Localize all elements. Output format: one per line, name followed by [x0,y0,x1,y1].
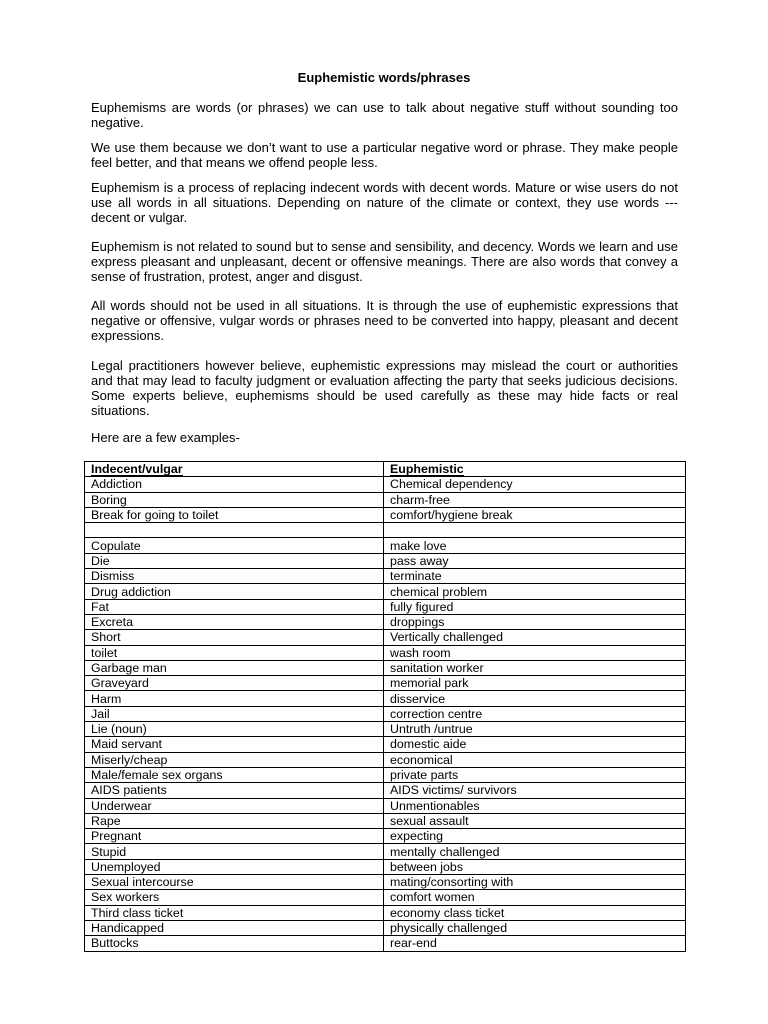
table-row [85,538,686,553]
indecent-term-cell: Maid servant [85,737,384,752]
table-row [85,875,686,890]
indecent-term-cell: Harm [85,691,384,706]
indecent-term-cell: Rape [85,813,384,828]
table-row [85,676,686,691]
document-title: Euphemistic words/phrases [297,70,471,85]
table-row [85,553,686,568]
euphemism-cell: economical [384,752,686,767]
euphemism-cell: terminate [384,569,686,584]
header-indecent [85,462,384,477]
table-row [85,584,686,599]
table-row [85,691,686,706]
indecent-term-cell: Fat [85,599,384,614]
indecent-term-cell: Underwear [85,798,384,813]
indecent-term-cell: Sex workers [85,890,384,905]
table-row [85,737,686,752]
euphemism-cell: Chemical dependency [384,477,686,492]
euphemism-cell: make love [384,538,686,553]
euphemism-cell: expecting [384,829,686,844]
paragraph-purpose: We use them because we don’t want to use a particular negative word or phrase. They make people feel better, and that means we offend people less. [91,140,678,170]
euphemism-cell: Untruth /untrue [384,722,686,737]
table-row [85,614,686,629]
euphemism-cell: mentally challenged [384,844,686,859]
euphemism-cell: charm-free [384,492,686,507]
indecent-term-cell: toilet [85,645,384,660]
indecent-term-cell: Handicapped [85,920,384,935]
paragraph-legal: Legal practitioners however believe, euphemistic expressions may mislead the court or authorities and that may lead to faculty judgment or evaluation affecting the party that seeks judicious decisions. Some experts believe, euphemisms should be used carefully as these may hide facts or real situations. [91,358,678,418]
indecent-term-cell: Drug addiction [85,584,384,599]
table-row [85,813,686,828]
euphemism-cell: sexual assault [384,813,686,828]
indecent-term-cell: Sexual intercourse [85,875,384,890]
indecent-term-cell: Excreta [85,614,384,629]
indecent-term-cell: Garbage man [85,660,384,675]
euphemism-cell: private parts [384,767,686,782]
indecent-term-cell: Boring [85,492,384,507]
euphemism-cell: chemical problem [384,584,686,599]
indecent-term-cell: Male/female sex organs [85,767,384,782]
indecent-term-cell: Graveyard [85,676,384,691]
indecent-term-cell: Dismiss [85,569,384,584]
table-row [85,844,686,859]
paragraph-sense: Euphemism is not related to sound but to sense and sensibility, and decency. Words we learn and use express pleasant and unpleasant, decent or offensive meanings. There are also words that convey a sense of frustration, protest, anger and disgust. [91,239,678,284]
table-row [85,767,686,782]
header-euphemistic-label: Euphemistic [390,462,464,477]
table-row [85,905,686,920]
table-row [85,859,686,874]
indecent-term-cell: Addiction [85,477,384,492]
paragraph-examples-intro: Here are a few examples- [91,430,240,445]
indecent-term-cell: Break for going to toilet [85,507,384,522]
euphemism-cell: fully figured [384,599,686,614]
euphemism-cell: mating/consorting with [384,875,686,890]
euphemism-cell: pass away [384,553,686,568]
euphemism-cell: wash room [384,645,686,660]
examples-table [84,461,686,952]
table-row [85,492,686,507]
table-row [85,477,686,492]
paragraph-definition: Euphemisms are words (or phrases) we can use to talk about negative stuff without sounding too negative. [91,100,678,130]
euphemism-cell: rear-end [384,936,686,951]
table-header-row [85,462,686,477]
table-row [85,507,686,522]
paragraph-process: Euphemism is a process of replacing indecent words with decent words. Mature or wise users do not use all words in all situations. Depending on nature of the climate or context, they use words --- decent or vulgar. [91,180,678,225]
table-row [85,783,686,798]
euphemism-cell: Unmentionables [384,798,686,813]
indecent-term-cell: Third class ticket [85,905,384,920]
euphemism-cell: disservice [384,691,686,706]
table-body [85,477,686,951]
indecent-term-cell: Miserly/cheap [85,752,384,767]
indecent-term-cell: Copulate [85,538,384,553]
euphemism-cell: between jobs [384,859,686,874]
indecent-term-cell: Pregnant [85,829,384,844]
table-row [85,660,686,675]
indecent-term-cell: Stupid [85,844,384,859]
euphemism-cell: sanitation worker [384,660,686,675]
table-row [85,706,686,721]
euphemism-cell: comfort women [384,890,686,905]
indecent-term-cell: Short [85,630,384,645]
euphemism-cell: AIDS victims/ survivors [384,783,686,798]
euphemism-cell: memorial park [384,676,686,691]
euphemism-cell: correction centre [384,706,686,721]
indecent-term-cell: Buttocks [85,936,384,951]
header-euphemistic [384,462,686,477]
euphemism-cell: droppings [384,614,686,629]
euphemism-cell: Vertically challenged [384,630,686,645]
table-row [85,569,686,584]
table-row [85,630,686,645]
indecent-term-cell: Unemployed [85,859,384,874]
table-row [85,890,686,905]
euphemism-cell: economy class ticket [384,905,686,920]
table-row [85,645,686,660]
euphemism-cell [384,523,686,538]
table-row [85,829,686,844]
table-row [85,523,686,538]
indecent-term-cell: Die [85,553,384,568]
table-row [85,798,686,813]
indecent-term-cell [85,523,384,538]
indecent-term-cell: AIDS patients [85,783,384,798]
indecent-term-cell: Lie (noun) [85,722,384,737]
indecent-term-cell: Jail [85,706,384,721]
table-row [85,722,686,737]
euphemism-cell: domestic aide [384,737,686,752]
table-row [85,599,686,614]
euphemism-cell: comfort/hygiene break [384,507,686,522]
table-row [85,936,686,951]
table-row [85,752,686,767]
header-indecent-label: Indecent/vulgar [91,462,183,477]
paragraph-usage: All words should not be used in all situations. It is through the use of euphemistic expressions that negative or offensive, vulgar words or phrases need to be converted into happy, pleasant and decent expressions. [91,298,678,343]
table-row [85,920,686,935]
euphemism-cell: physically challenged [384,920,686,935]
